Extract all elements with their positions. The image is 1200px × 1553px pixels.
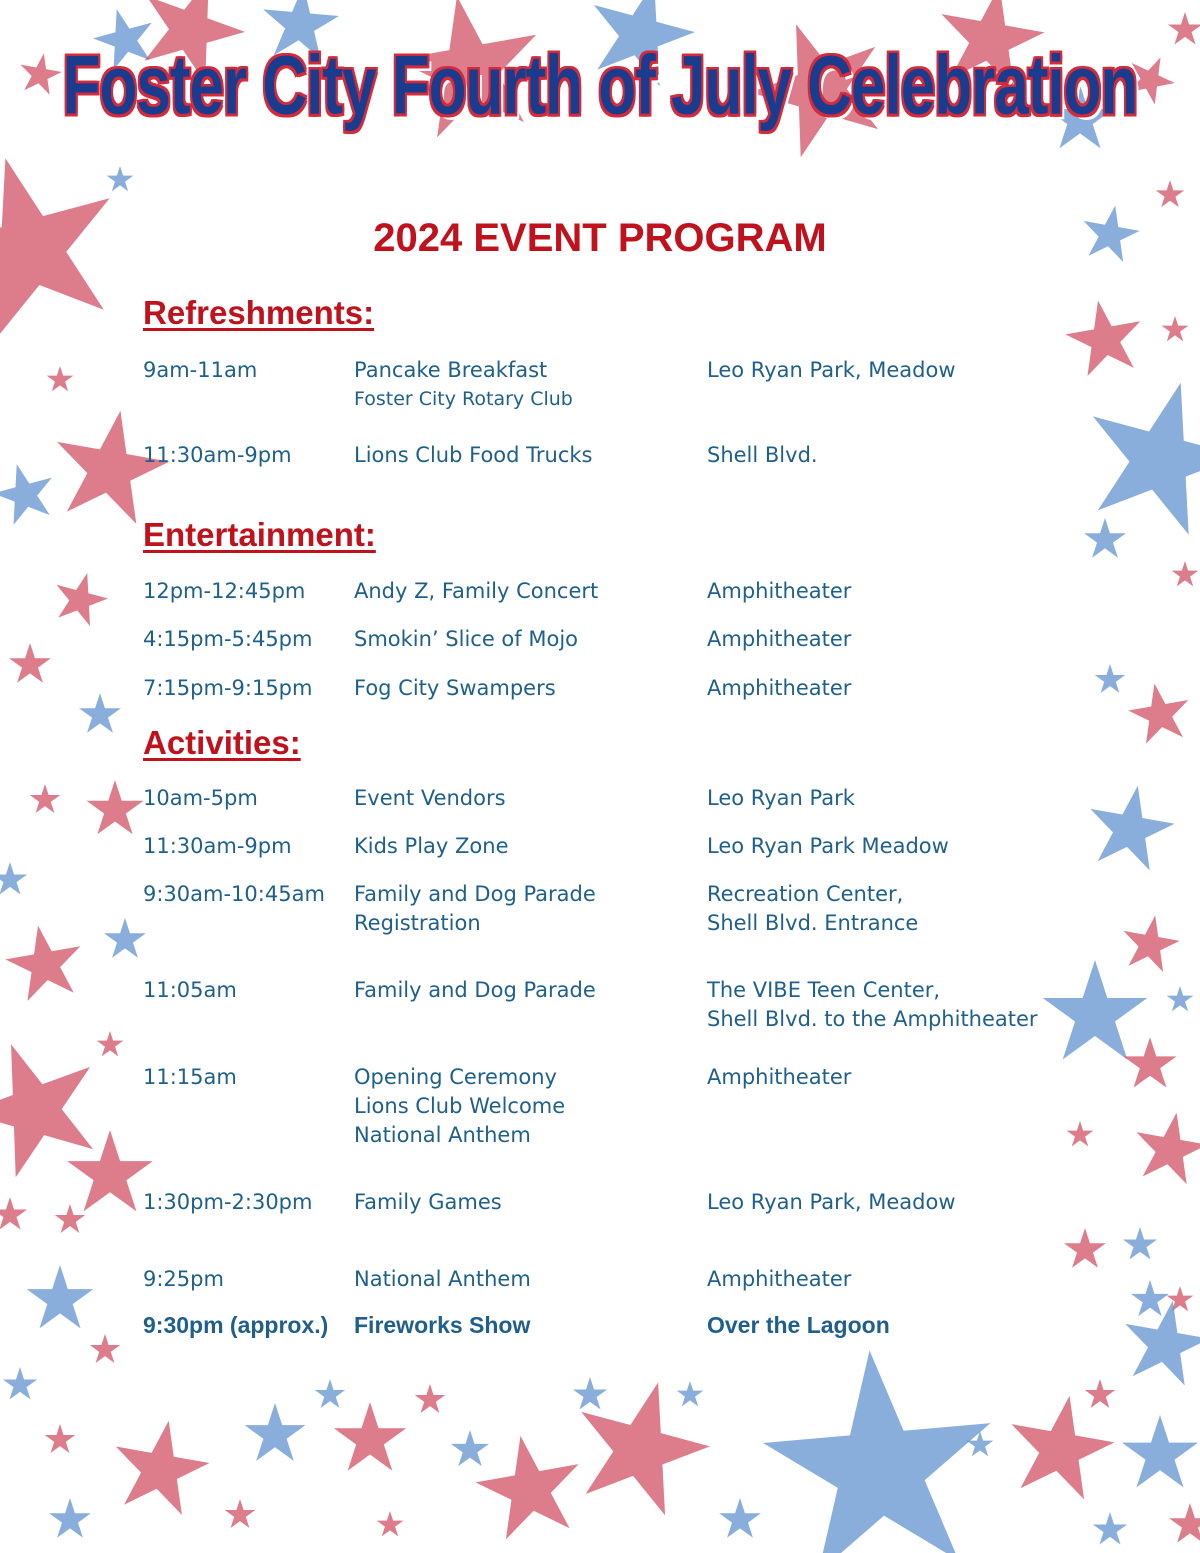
location-line1: Recreation Center, <box>707 882 904 906</box>
star-decoration <box>1118 911 1184 974</box>
row-location: Leo Ryan Park, Meadow <box>707 1190 956 1214</box>
row-event: Event Vendors <box>354 786 506 810</box>
star-decoration <box>0 862 27 895</box>
row-time: 9:30pm (approx.) <box>143 1312 329 1338</box>
row-time: 7:15pm-9:15pm <box>143 676 313 700</box>
page-title: Foster City Fourth of July Celebration <box>62 39 1138 133</box>
star-decoration <box>415 1384 445 1413</box>
star-decoration <box>48 566 113 629</box>
row-event: Smokin’ Slice of Mojo <box>354 627 578 651</box>
row-location: Leo Ryan Park Meadow <box>707 834 949 858</box>
star-decoration <box>97 1031 124 1056</box>
star-decoration <box>315 1379 345 1408</box>
row-location <box>707 880 1087 938</box>
star-decoration <box>1169 1503 1200 1543</box>
star-decoration <box>49 1498 91 1538</box>
star-decoration <box>1070 363 1200 542</box>
row-event: Family Games <box>354 1190 502 1214</box>
event-name-line2: Lions Club Welcome <box>354 1094 566 1118</box>
star-decoration <box>1095 664 1125 693</box>
row-location: Amphitheater <box>707 579 852 603</box>
star-decoration <box>90 1334 120 1363</box>
star-decoration <box>55 1204 85 1233</box>
star-decoration <box>0 1197 27 1230</box>
row-event <box>354 356 694 414</box>
row-event: National Anthem <box>354 1267 531 1291</box>
row-location <box>707 976 1087 1034</box>
star-decoration <box>334 1402 406 1471</box>
star-decoration <box>1123 1037 1176 1088</box>
row-time: 10am-5pm <box>143 786 258 810</box>
star-decoration <box>104 918 146 958</box>
star-decoration <box>1172 561 1199 586</box>
row-time: 11:30am-9pm <box>143 834 292 858</box>
program-subtitle: 2024 EVENT PROGRAM <box>373 216 827 260</box>
star-decoration <box>1122 1415 1198 1487</box>
row-location: Amphitheater <box>707 627 852 651</box>
star-decoration <box>1084 518 1126 558</box>
star-decoration <box>1167 986 1194 1011</box>
star-decoration <box>1064 1228 1106 1268</box>
row-event: Kids Play Zone <box>354 834 509 858</box>
row-location: Amphitheater <box>707 1065 852 1089</box>
event-name: Opening Ceremony <box>354 1065 557 1089</box>
row-time: 11:05am <box>143 978 237 1002</box>
row-location: Amphitheater <box>707 676 852 700</box>
star-decoration <box>756 1341 1002 1553</box>
row-location: Over the Lagoon <box>707 1312 890 1338</box>
row-time: 11:15am <box>143 1065 237 1089</box>
event-name: Family and Dog Parade <box>354 882 596 906</box>
star-decoration <box>1067 1121 1094 1146</box>
star-decoration <box>561 1365 722 1522</box>
star-decoration <box>79 693 121 733</box>
row-event: Lions Club Food Trucks <box>354 443 593 467</box>
row-time: 4:15pm-5:45pm <box>143 627 313 651</box>
star-decoration <box>3 1367 37 1400</box>
star-decoration <box>1001 1387 1121 1503</box>
star-decoration <box>1156 180 1185 207</box>
row-event <box>354 1063 694 1150</box>
star-decoration <box>1124 678 1194 746</box>
row-time: 9:30am-10:45am <box>143 882 325 906</box>
row-location: Leo Ryan Park <box>707 786 855 810</box>
star-decoration <box>86 780 143 834</box>
star-decoration <box>719 1498 761 1538</box>
event-name: Pancake Breakfast <box>354 358 548 382</box>
row-event: Fog City Swampers <box>354 676 556 700</box>
row-time: 11:30am-9pm <box>143 443 292 467</box>
star-decoration <box>225 1499 255 1528</box>
row-time: 1:30pm-2:30pm <box>143 1190 313 1214</box>
star-decoration <box>27 1265 94 1328</box>
star-decoration <box>106 1413 215 1519</box>
star-decoration <box>1085 1379 1115 1408</box>
star-decoration <box>245 1403 306 1461</box>
location-line2: Shell Blvd. Entrance <box>707 911 919 935</box>
star-decoration <box>1162 316 1189 341</box>
row-event: Family and Dog Parade <box>354 978 596 1002</box>
row-event <box>354 880 694 938</box>
star-decoration <box>9 643 51 683</box>
star-decoration <box>1082 778 1180 873</box>
location-line1: The VIBE Teen Center, <box>707 978 941 1002</box>
row-time: 12pm-12:45pm <box>143 579 306 603</box>
star-decoration <box>1131 1280 1169 1316</box>
row-location: Leo Ryan Park, Meadow <box>707 358 956 382</box>
star-decoration <box>1093 1512 1127 1545</box>
section-heading-entertainment: Entertainment: <box>143 516 376 553</box>
row-event: Andy Z, Family Concert <box>354 579 599 603</box>
section-heading-activities: Activities: <box>143 724 301 761</box>
event-name-line3: National Anthem <box>354 1123 531 1147</box>
row-event: Fireworks Show <box>354 1312 531 1338</box>
star-decoration <box>107 166 134 191</box>
event-name-line2: Registration <box>354 911 481 935</box>
star-decoration <box>1129 1106 1200 1186</box>
section-heading-refreshments: Refreshments: <box>143 294 375 331</box>
star-decoration <box>1123 1227 1157 1260</box>
star-decoration <box>1 919 88 1003</box>
star-decoration <box>0 456 61 528</box>
star-decoration <box>573 1377 607 1410</box>
star-decoration <box>47 366 74 391</box>
event-host: Foster City Rotary Club <box>354 388 573 410</box>
location-line2: Shell Blvd. to the Amphitheater <box>707 1007 1038 1031</box>
star-decoration <box>377 1511 404 1536</box>
row-location: Shell Blvd. <box>707 443 818 467</box>
row-location: Amphitheater <box>707 1267 852 1291</box>
row-time: 9am-11am <box>143 358 258 382</box>
star-decoration <box>451 1430 489 1466</box>
star-decoration <box>45 1424 75 1453</box>
star-decoration <box>677 1381 704 1406</box>
star-decoration <box>30 784 60 813</box>
row-time: 9:25pm <box>143 1267 224 1291</box>
